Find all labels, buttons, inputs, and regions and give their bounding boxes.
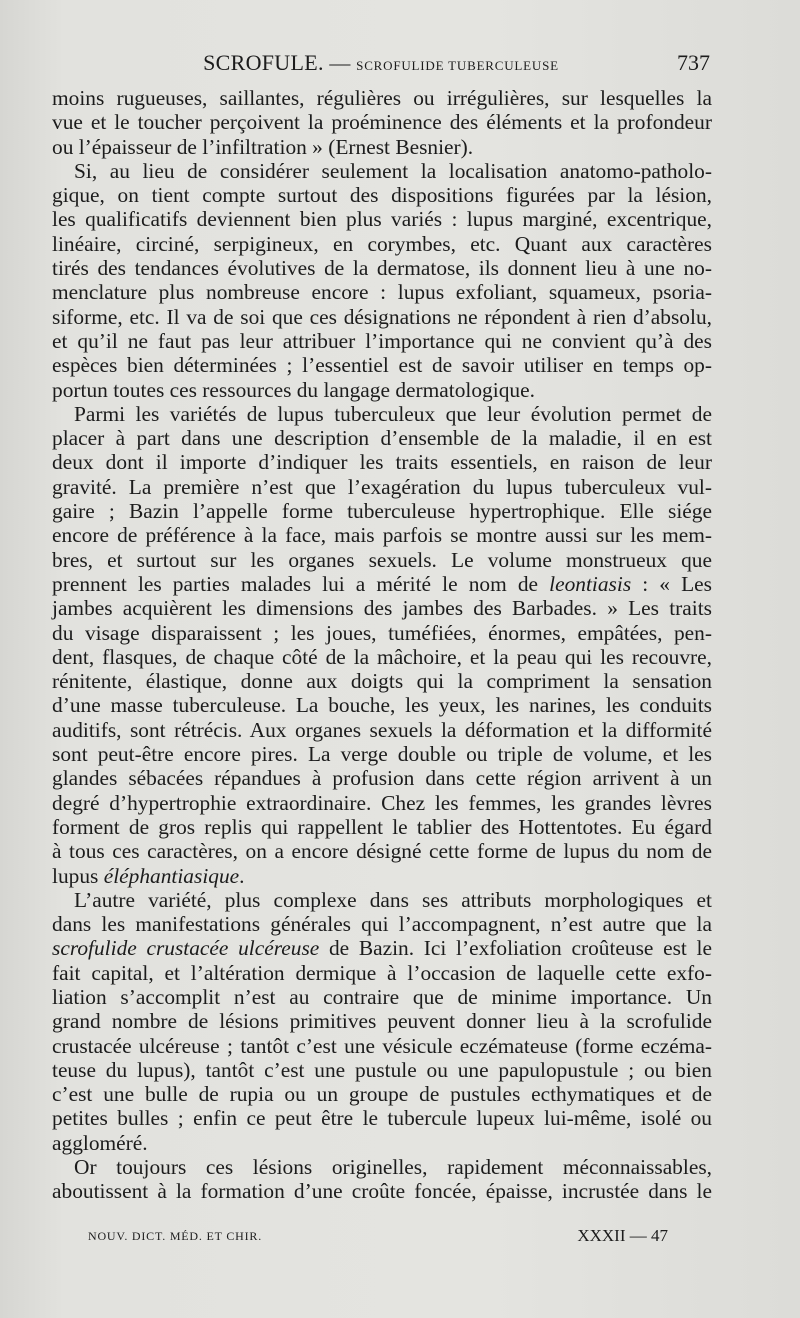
- text-line: forment de gros replis qui rappellent le tablier des Hottentotes. Eu égard: [52, 814, 712, 839]
- running-title-sub: SCROFULIDE TUBERCULEUSE: [356, 58, 559, 73]
- text-line: linéaire, circiné, serpigineux, en corymbes, etc. Quant aux caractères: [52, 231, 712, 256]
- body-text: [52, 86, 712, 1204]
- text-line: aggloméré.: [52, 1130, 148, 1155]
- text-line: grand nombre de lésions primitives peuvent donner lieu à la scrofulide: [52, 1009, 712, 1034]
- text-line: prennent les parties malades lui a mérité le nom de leontiasis : « Les: [52, 571, 712, 596]
- text-line: bres, et surtout sur les organes sexuels. Le volume monstrueux que: [52, 547, 712, 572]
- text-line: les qualificatifs deviennent bien plus variés : lupus marginé, excentrique,: [52, 207, 712, 232]
- footer-signature: XXXII — 47: [577, 1226, 668, 1245]
- text-line: espèces bien déterminées ; l’essentiel est de savoir utiliser en temps op-: [52, 353, 712, 378]
- text-line: sont peut-être encore pires. La verge double ou triple de volume, et les: [52, 742, 712, 767]
- text-line: rénitente, élastique, donne aux doigts qui la compriment la sensation: [52, 669, 712, 694]
- text-line: aboutissent à la formation d’une croûte foncée, épaisse, incrustée dans le: [52, 1179, 712, 1204]
- text-line: dans les manifestations générales qui l’accompagnent, n’est autre que la: [52, 912, 712, 937]
- text-line: Parmi les variétés de lupus tuberculeux que leur évolution permet de: [74, 401, 712, 426]
- text-line: L’autre variété, plus complexe dans ses attributs morphologiques et: [74, 887, 712, 912]
- text-line: d’une masse tuberculeuse. La bouche, les yeux, les narines, les conduits: [52, 693, 712, 718]
- text-line: moins rugueuses, saillantes, régulières ou irrégulières, sur lesquelles la: [52, 86, 712, 110]
- text-line: tirés des tendances évolutives de la dermatose, ils donnent lieu à une no-: [52, 256, 712, 281]
- text-line: et qu’il ne faut pas leur attribuer l’importance qui ne convient qu’à des: [52, 328, 712, 353]
- text-line: jambes acquièrent les dimensions des jambes des Barbades. » Les traits: [52, 596, 712, 621]
- text-line: gique, on tient compte surtout des dispositions figurées par la lésion,: [52, 183, 712, 208]
- text-line: gaire ; Bazin l’appelle forme tuberculeuse hypertrophique. Elle siége: [52, 499, 712, 524]
- text-line: crustacée ulcéreuse ; tantôt c’est une vésicule eczémateuse (forme eczéma-: [52, 1033, 712, 1058]
- text-line: c’est une bulle de rupia ou un groupe de pustules ecthymatiques et de: [52, 1082, 712, 1107]
- running-title: [52, 50, 710, 76]
- running-head: [52, 50, 710, 80]
- text-line: portun toutes ces ressources du langage dermatologique.: [52, 377, 535, 402]
- italic-term: éléphantiasique: [103, 863, 240, 888]
- text-line: scrofulide crustacée ulcéreuse de Bazin. Ici l’exfoliation croûteuse est le: [52, 936, 712, 961]
- text-line: gravité. La première n’est que l’exagération du lupus tuberculeux vul-: [52, 474, 712, 499]
- text-line: vue et le toucher perçoivent la proéminence des éléments et la profondeur: [52, 110, 712, 135]
- text-line: deux dont il importe d’indiquer les traits essentiels, en raison de leur: [52, 450, 712, 475]
- text-line: liation s’accomplit n’est au contraire que de minime importance. Un: [52, 984, 712, 1009]
- text-line: Si, au lieu de considérer seulement la localisation anatomo-patholo-: [74, 158, 712, 183]
- text-line: à tous ces caractères, on a encore désigné cette forme de lupus du nom de: [52, 839, 712, 864]
- footer-publication: NOUV. DICT. MÉD. ET CHIR.: [88, 1229, 263, 1243]
- text-line: ou l’épaisseur de l’infiltration » (Ernest Besnier).: [52, 134, 474, 159]
- italic-term: scrofulide crustacée ulcéreuse: [52, 936, 320, 961]
- text-line: lupus éléphantiasique.: [52, 863, 245, 888]
- text-line: fait capital, et l’altération dermique à l’occasion de laquelle cette exfo-: [52, 960, 712, 985]
- text-line: petites bulles ; enfin ce peut être le tubercule lupeux lui-même, isolé ou: [52, 1106, 712, 1131]
- text-line: du visage disparaissent ; les joues, tuméfiées, énormes, empâtées, pen-: [52, 620, 712, 645]
- running-title-dash: —: [323, 51, 357, 75]
- text-line: degré d’hypertrophie extraordinaire. Chez les femmes, les grandes lèvres: [52, 790, 712, 815]
- text-line: auditifs, sont rétrécis. Aux organes sexuels la déformation et la difformité: [52, 717, 712, 742]
- text-line: glandes sébacées répandues à profusion dans cette région arrivent à un: [52, 766, 712, 791]
- page-footer: [88, 1226, 668, 1248]
- text-line: siforme, etc. Il va de soi que ces désignations ne répondent à rien d’absolu,: [52, 304, 712, 329]
- text-line: menclature plus nombreuse encore : lupus exfoliant, squameux, psoria-: [52, 280, 712, 305]
- text-line: teuse du lupus), tantôt c’est une pustule ou une papulopustule ; ou bien: [52, 1057, 712, 1082]
- text-line: dent, flasques, de chaque côté de la mâchoire, et la peau qui les recouvre,: [52, 644, 712, 669]
- running-title-main: SCROFULE.: [203, 50, 324, 75]
- text-line: encore de préférence à la face, mais parfois se montre aussi sur les mem-: [52, 523, 712, 548]
- text-line: Or toujours ces lésions originelles, rapidement méconnaissables,: [74, 1155, 712, 1180]
- page-number: 737: [677, 50, 710, 75]
- italic-term: leontiasis: [549, 571, 632, 596]
- text-line: placer à part dans une description d’ensemble de la maladie, il en est: [52, 426, 712, 451]
